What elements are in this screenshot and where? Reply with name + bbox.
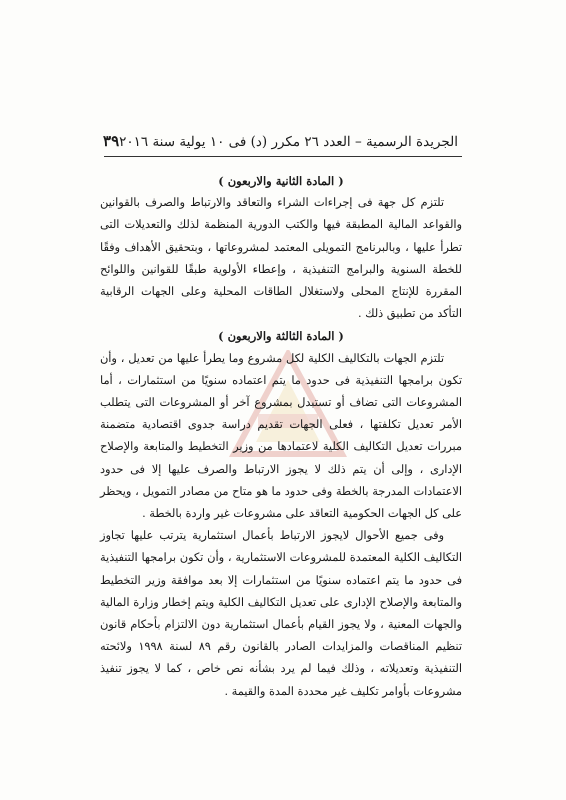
article-43-paragraph-1: تلتزم الجهات بالتكاليف الكلية لكل مشروع وما يطرأ عليها من تعديل ، وأن تكون برامجها التنفيذية فى حدود ما يتم اعتماده سنويًا من استثمارات ، أما المشروعات التى تضاف أو تستبدل بمشروع آخر أو المشروعات التى يتطلب الأمر تعديل تكلفتها ، فعلى الجهات تقديم دراسة جدوى اقتصادية متضمنة مبررات تعديل التكاليف الكلية لاعتمادها من وزير التخطيط والمتابعة والإصلاح الإدارى ، وإلى أن يتم ذلك لا يجوز الارتباط والصرف عليها إلا فى حدود الاعتمادات المدرجة بالخطة وفى حدود ما هو متاح من مصادر التمويل ، ويحظر على كل الجهات الحكومية التعاقد على مشروعات غير واردة بالخطة . [100, 351, 462, 521]
article-body [100, 170, 462, 703]
page-header [103, 128, 458, 150]
header-divider [104, 156, 462, 157]
article-43-paragraph-2: وفى جميع الأحوال لايجوز الارتباط بأعمال استثمارية يترتب عليها تجاوز التكاليف الكلية المعتمدة للمشروعات الاستثمارية ، وأن تكون برامجها التنفيذية فى حدود ما يتم اعتماده سنويًا من استثمارات إلا بعد موافقة وزير التخطيط والمتابعة والإصلاح الإدارى على تعديل التكاليف الكلية ويتم إخطار وزارة المالية والجهات المعنية ، ولا يجوز القيام بأعمال استثمارية دون الالتزام بأحكام قانون تنظيم المناقصات والمزايدات الصادر بالقانون رقم ٨٩ لسنة ١٩٩٨ ولائحته التنفيذية وتعديلاته ، وذلك فيما لم يرد بشأنه نص خاص ، كما لا يجوز تنفيذ مشروعات بأوامر تكليف غير محددة المدة والقيمة . [100, 529, 462, 698]
article-42-heading: ( المادة الثانية والاربعون ) [218, 174, 344, 188]
page-number: ٣٩ [103, 132, 120, 150]
article-42-paragraph: تلتزم كل جهة فى إجراءات الشراء والتعاقد والارتباط والصرف بالقوانين والقواعد المالية المطبقة فيها والكتب الدورية المنظمة لذلك والتعديلات التى تطرأ عليها ، وبالبرنامج التمويلى المعتمد لمشروعاتها ، وبتحقيق الأهداف وفقًا للخطة السنوية والبرامج التنفيذية ، وإعطاء الأولوية طبقًا للقوانين واللوائح المقررة للإنتاج المحلى ولاستغلال الطاقات المحلية وعلى الجهات الرقابية التأكد من تطبيق ذلك . [100, 196, 462, 321]
article-43-heading: ( المادة الثالثة والاربعون ) [218, 329, 344, 344]
gazette-title: الجريدة الرسمية – العدد ٢٦ مكرر (د) فى ١٠ يولية سنة ٢٠١٦ [119, 134, 458, 150]
